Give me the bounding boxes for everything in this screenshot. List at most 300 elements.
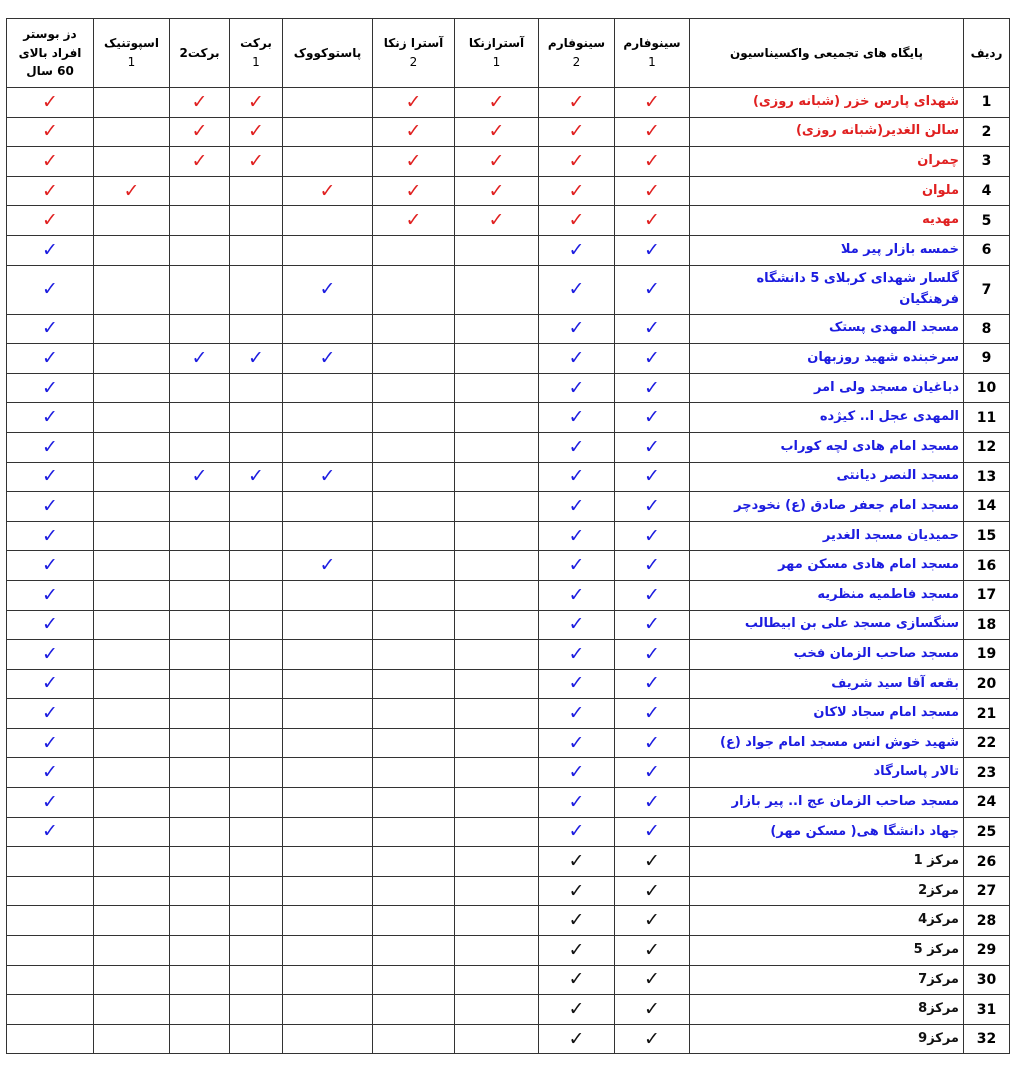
row-number: 20 [964, 669, 1010, 699]
check-cell [170, 462, 230, 492]
check-cell [170, 147, 230, 177]
row-number: 16 [964, 551, 1010, 581]
header-pastocovac: پاستوکووک [283, 19, 373, 88]
check-cell [230, 847, 283, 877]
check-cell [283, 176, 373, 206]
check-cell [170, 728, 230, 758]
check-cell [230, 1024, 283, 1054]
center-name: مهدیه [690, 206, 964, 236]
check-cell [170, 965, 230, 995]
check-cell [170, 936, 230, 966]
check-cell [94, 265, 170, 314]
check-cell [170, 373, 230, 403]
table-row [7, 373, 1010, 403]
table-row [7, 699, 1010, 729]
checkmark-icon: ✓ [42, 317, 58, 340]
checkmark-icon: ✓ [644, 465, 660, 488]
check-cell [7, 876, 94, 906]
check-cell [455, 699, 539, 729]
check-cell [615, 699, 690, 729]
check-cell [7, 462, 94, 492]
check-cell [539, 699, 615, 729]
checkmark-icon: ✓ [568, 179, 585, 202]
checkmark-icon: ✓ [42, 494, 58, 517]
check-cell [539, 235, 615, 265]
checkmark-icon: ✓ [568, 642, 585, 665]
check-cell [230, 965, 283, 995]
row-number: 26 [964, 847, 1010, 877]
check-cell [539, 669, 615, 699]
checkmark-icon: ✓ [248, 90, 264, 113]
check-cell [230, 788, 283, 818]
check-cell [615, 788, 690, 818]
check-cell [230, 265, 283, 314]
check-cell [230, 403, 283, 433]
center-name: مسجد امام سجاد لاکان [690, 699, 964, 729]
checkmark-icon: ✓ [319, 554, 336, 577]
check-cell [455, 206, 539, 236]
check-cell [283, 728, 373, 758]
checkmark-icon: ✓ [568, 406, 585, 429]
table-row [7, 314, 1010, 344]
check-cell [539, 265, 615, 314]
checkmark-icon: ✓ [568, 465, 585, 488]
checkmark-icon: ✓ [568, 820, 585, 843]
check-cell [539, 176, 615, 206]
check-cell [615, 373, 690, 403]
check-cell [373, 462, 455, 492]
table-row [7, 344, 1010, 374]
check-cell [283, 403, 373, 433]
center-name: مرکز9 [690, 1024, 964, 1054]
checkmark-icon: ✓ [405, 179, 422, 202]
check-cell [539, 728, 615, 758]
check-cell [455, 817, 539, 847]
check-cell [539, 965, 615, 995]
table-row [7, 640, 1010, 670]
check-cell [283, 265, 373, 314]
row-number: 5 [964, 206, 1010, 236]
check-cell [539, 788, 615, 818]
table-row [7, 610, 1010, 640]
check-cell [615, 995, 690, 1025]
checkmark-icon: ✓ [644, 583, 660, 606]
check-cell [230, 669, 283, 699]
center-name: مسجد فاطمیه منظریه [690, 580, 964, 610]
checkmark-icon: ✓ [644, 850, 660, 873]
checkmark-icon: ✓ [644, 968, 660, 991]
table-row [7, 147, 1010, 177]
checkmark-icon: ✓ [568, 790, 585, 813]
check-cell [455, 551, 539, 581]
vaccination-table-container [6, 18, 1009, 1054]
check-cell [615, 265, 690, 314]
checkmark-icon: ✓ [644, 702, 660, 725]
check-cell [170, 88, 230, 118]
checkmark-icon: ✓ [644, 209, 660, 232]
table-row [7, 462, 1010, 492]
table-row [7, 1024, 1010, 1054]
checkmark-icon: ✓ [42, 238, 58, 261]
table-row [7, 876, 1010, 906]
checkmark-icon: ✓ [42, 278, 58, 301]
checkmark-icon: ✓ [248, 120, 264, 143]
check-cell [539, 817, 615, 847]
check-cell [539, 1024, 615, 1054]
row-number: 28 [964, 906, 1010, 936]
check-cell [283, 847, 373, 877]
check-cell [615, 176, 690, 206]
row-number: 15 [964, 521, 1010, 551]
check-cell [7, 758, 94, 788]
checkmark-icon: ✓ [319, 465, 336, 488]
checkmark-icon: ✓ [191, 120, 208, 143]
checkmark-icon: ✓ [568, 613, 585, 636]
center-name: مسجد صاحب الزمان عج ا.. پیر بازار [690, 788, 964, 818]
check-cell [539, 314, 615, 344]
check-cell [615, 521, 690, 551]
check-cell [170, 847, 230, 877]
check-cell [539, 580, 615, 610]
check-cell [94, 147, 170, 177]
check-cell [539, 640, 615, 670]
check-cell [230, 876, 283, 906]
check-cell [170, 580, 230, 610]
header-astrazeneca-1: آسترازنکا 1 [455, 19, 539, 88]
header-sinopharm-1: سینوفارم 1 [615, 19, 690, 88]
check-cell [615, 147, 690, 177]
row-number: 29 [964, 936, 1010, 966]
checkmark-icon: ✓ [568, 346, 585, 369]
check-cell [539, 936, 615, 966]
center-name: خمسه بازار پیر ملا [690, 235, 964, 265]
checkmark-icon: ✓ [644, 1027, 660, 1050]
check-cell [373, 758, 455, 788]
check-cell [539, 758, 615, 788]
check-cell [7, 580, 94, 610]
check-cell [170, 876, 230, 906]
check-cell [373, 580, 455, 610]
checkmark-icon: ✓ [644, 494, 660, 517]
checkmark-icon: ✓ [191, 465, 208, 488]
check-cell [170, 206, 230, 236]
check-cell [170, 788, 230, 818]
checkmark-icon: ✓ [568, 238, 585, 261]
table-row [7, 492, 1010, 522]
check-cell [283, 521, 373, 551]
row-number: 23 [964, 758, 1010, 788]
checkmark-icon: ✓ [42, 672, 58, 695]
checkmark-icon: ✓ [644, 406, 660, 429]
vaccination-centers-table [6, 18, 1010, 1054]
table-row [7, 265, 1010, 314]
check-cell [230, 521, 283, 551]
checkmark-icon: ✓ [644, 238, 660, 261]
check-cell [455, 965, 539, 995]
check-cell [170, 403, 230, 433]
check-cell [373, 88, 455, 118]
check-cell [7, 344, 94, 374]
checkmark-icon: ✓ [568, 909, 585, 932]
checkmark-icon: ✓ [568, 938, 585, 961]
check-cell [230, 936, 283, 966]
table-row [7, 728, 1010, 758]
check-cell [455, 788, 539, 818]
checkmark-icon: ✓ [568, 702, 585, 725]
row-number: 6 [964, 235, 1010, 265]
center-name: مسجد امام هادی لچه کوراب [690, 432, 964, 462]
checkmark-icon: ✓ [644, 90, 660, 113]
check-cell [7, 817, 94, 847]
checkmark-icon: ✓ [568, 968, 585, 991]
checkmark-icon: ✓ [42, 820, 58, 843]
check-cell [283, 206, 373, 236]
table-row [7, 906, 1010, 936]
check-cell [7, 88, 94, 118]
header-sinopharm-2: سینوفارم 2 [539, 19, 615, 88]
check-cell [94, 965, 170, 995]
row-number: 30 [964, 965, 1010, 995]
row-number: 1 [964, 88, 1010, 118]
check-cell [170, 521, 230, 551]
check-cell [7, 235, 94, 265]
check-cell [373, 876, 455, 906]
check-cell [94, 117, 170, 147]
check-cell [283, 965, 373, 995]
table-row [7, 235, 1010, 265]
check-cell [170, 492, 230, 522]
checkmark-icon: ✓ [644, 149, 660, 172]
check-cell [373, 965, 455, 995]
check-cell [230, 817, 283, 847]
check-cell [170, 906, 230, 936]
check-cell [283, 669, 373, 699]
checkmark-icon: ✓ [644, 672, 660, 695]
check-cell [94, 699, 170, 729]
check-cell [615, 817, 690, 847]
check-cell [7, 551, 94, 581]
check-cell [539, 492, 615, 522]
checkmark-icon: ✓ [644, 613, 660, 636]
checkmark-icon: ✓ [644, 820, 660, 843]
check-cell [615, 640, 690, 670]
row-number: 11 [964, 403, 1010, 433]
checkmark-icon: ✓ [568, 850, 585, 873]
check-cell [283, 551, 373, 581]
check-cell [373, 788, 455, 818]
checkmark-icon: ✓ [42, 642, 58, 665]
check-cell [283, 817, 373, 847]
checkmark-icon: ✓ [319, 346, 336, 369]
row-number: 13 [964, 462, 1010, 492]
check-cell [94, 669, 170, 699]
center-name: مرکز4 [690, 906, 964, 936]
check-cell [455, 492, 539, 522]
check-cell [539, 147, 615, 177]
center-name: المهدی عجل ا.. کیژده [690, 403, 964, 433]
check-cell [615, 314, 690, 344]
checkmark-icon: ✓ [568, 317, 585, 340]
table-row [7, 817, 1010, 847]
row-number: 31 [964, 995, 1010, 1025]
header-row-number: ردیف [964, 19, 1010, 88]
table-row [7, 551, 1010, 581]
check-cell [283, 906, 373, 936]
row-number: 17 [964, 580, 1010, 610]
check-cell [230, 551, 283, 581]
check-cell [94, 876, 170, 906]
check-cell [615, 492, 690, 522]
center-name: مسجد المهدی پستک [690, 314, 964, 344]
center-name: مرکز7 [690, 965, 964, 995]
check-cell [230, 462, 283, 492]
checkmark-icon: ✓ [42, 179, 58, 202]
check-cell [7, 265, 94, 314]
check-cell [539, 373, 615, 403]
checkmark-icon: ✓ [42, 376, 58, 399]
check-cell [170, 551, 230, 581]
check-cell [230, 728, 283, 758]
check-cell [94, 403, 170, 433]
check-cell [455, 995, 539, 1025]
check-cell [94, 995, 170, 1025]
check-cell [94, 1024, 170, 1054]
header-booster-over-60: دز بوستر افراد بالای 60 سال [7, 19, 94, 88]
check-cell [615, 206, 690, 236]
check-cell [283, 580, 373, 610]
check-cell [455, 669, 539, 699]
check-cell [373, 610, 455, 640]
checkmark-icon: ✓ [568, 583, 585, 606]
table-row [7, 88, 1010, 118]
row-number: 3 [964, 147, 1010, 177]
check-cell [373, 176, 455, 206]
check-cell [455, 265, 539, 314]
row-number: 32 [964, 1024, 1010, 1054]
check-cell [455, 147, 539, 177]
check-cell [170, 1024, 230, 1054]
table-row [7, 403, 1010, 433]
check-cell [7, 995, 94, 1025]
check-cell [283, 88, 373, 118]
checkmark-icon: ✓ [42, 435, 58, 458]
check-cell [283, 936, 373, 966]
checkmark-icon: ✓ [644, 938, 660, 961]
check-cell [283, 758, 373, 788]
row-number: 14 [964, 492, 1010, 522]
check-cell [455, 758, 539, 788]
check-cell [94, 936, 170, 966]
table-row [7, 580, 1010, 610]
checkmark-icon: ✓ [319, 278, 336, 301]
checkmark-icon: ✓ [319, 179, 336, 202]
check-cell [283, 432, 373, 462]
check-cell [373, 936, 455, 966]
check-cell [373, 373, 455, 403]
row-number: 4 [964, 176, 1010, 206]
check-cell [455, 1024, 539, 1054]
check-cell [373, 728, 455, 758]
check-cell [455, 462, 539, 492]
check-cell [455, 176, 539, 206]
table-row [7, 936, 1010, 966]
center-name: گلسار شهدای کربلای 5 دانشگاه فرهنگیان [690, 265, 964, 314]
checkmark-icon: ✓ [248, 346, 264, 369]
check-cell [7, 847, 94, 877]
checkmark-icon: ✓ [488, 179, 505, 202]
check-cell [7, 936, 94, 966]
checkmark-icon: ✓ [568, 120, 585, 143]
check-cell [373, 906, 455, 936]
check-cell [230, 492, 283, 522]
checkmark-icon: ✓ [248, 465, 264, 488]
check-cell [7, 1024, 94, 1054]
check-cell [94, 176, 170, 206]
check-cell [7, 176, 94, 206]
check-cell [455, 876, 539, 906]
checkmark-icon: ✓ [42, 346, 58, 369]
check-cell [373, 1024, 455, 1054]
checkmark-icon: ✓ [488, 149, 505, 172]
check-cell [373, 847, 455, 877]
row-number: 27 [964, 876, 1010, 906]
check-cell [170, 432, 230, 462]
check-cell [373, 314, 455, 344]
table-row [7, 847, 1010, 877]
check-cell [373, 817, 455, 847]
check-cell [615, 876, 690, 906]
checkmark-icon: ✓ [42, 524, 58, 547]
checkmark-icon: ✓ [191, 346, 208, 369]
center-name: مسجد صاحب الزمان فخب [690, 640, 964, 670]
check-cell [170, 314, 230, 344]
check-cell [170, 669, 230, 699]
check-cell [539, 551, 615, 581]
check-cell [7, 788, 94, 818]
checkmark-icon: ✓ [568, 524, 585, 547]
check-cell [539, 995, 615, 1025]
center-name: شهید خوش انس مسجد امام جواد (ع) [690, 728, 964, 758]
check-cell [170, 265, 230, 314]
check-cell [230, 758, 283, 788]
checkmark-icon: ✓ [644, 790, 660, 813]
checkmark-icon: ✓ [568, 672, 585, 695]
check-cell [539, 847, 615, 877]
check-cell [230, 373, 283, 403]
table-row [7, 521, 1010, 551]
check-cell [539, 117, 615, 147]
check-cell [7, 699, 94, 729]
checkmark-icon: ✓ [644, 879, 660, 902]
center-name: جهاد دانشگا هی( مسکن مهر) [690, 817, 964, 847]
check-cell [230, 699, 283, 729]
checkmark-icon: ✓ [568, 90, 585, 113]
check-cell [539, 432, 615, 462]
check-cell [230, 147, 283, 177]
check-cell [615, 1024, 690, 1054]
checkmark-icon: ✓ [405, 120, 422, 143]
checkmark-icon: ✓ [488, 90, 505, 113]
checkmark-icon: ✓ [42, 149, 58, 172]
check-cell [7, 521, 94, 551]
check-cell [94, 344, 170, 374]
row-number: 19 [964, 640, 1010, 670]
check-cell [455, 373, 539, 403]
check-cell [283, 699, 373, 729]
check-cell [283, 462, 373, 492]
check-cell [283, 640, 373, 670]
check-cell [94, 551, 170, 581]
